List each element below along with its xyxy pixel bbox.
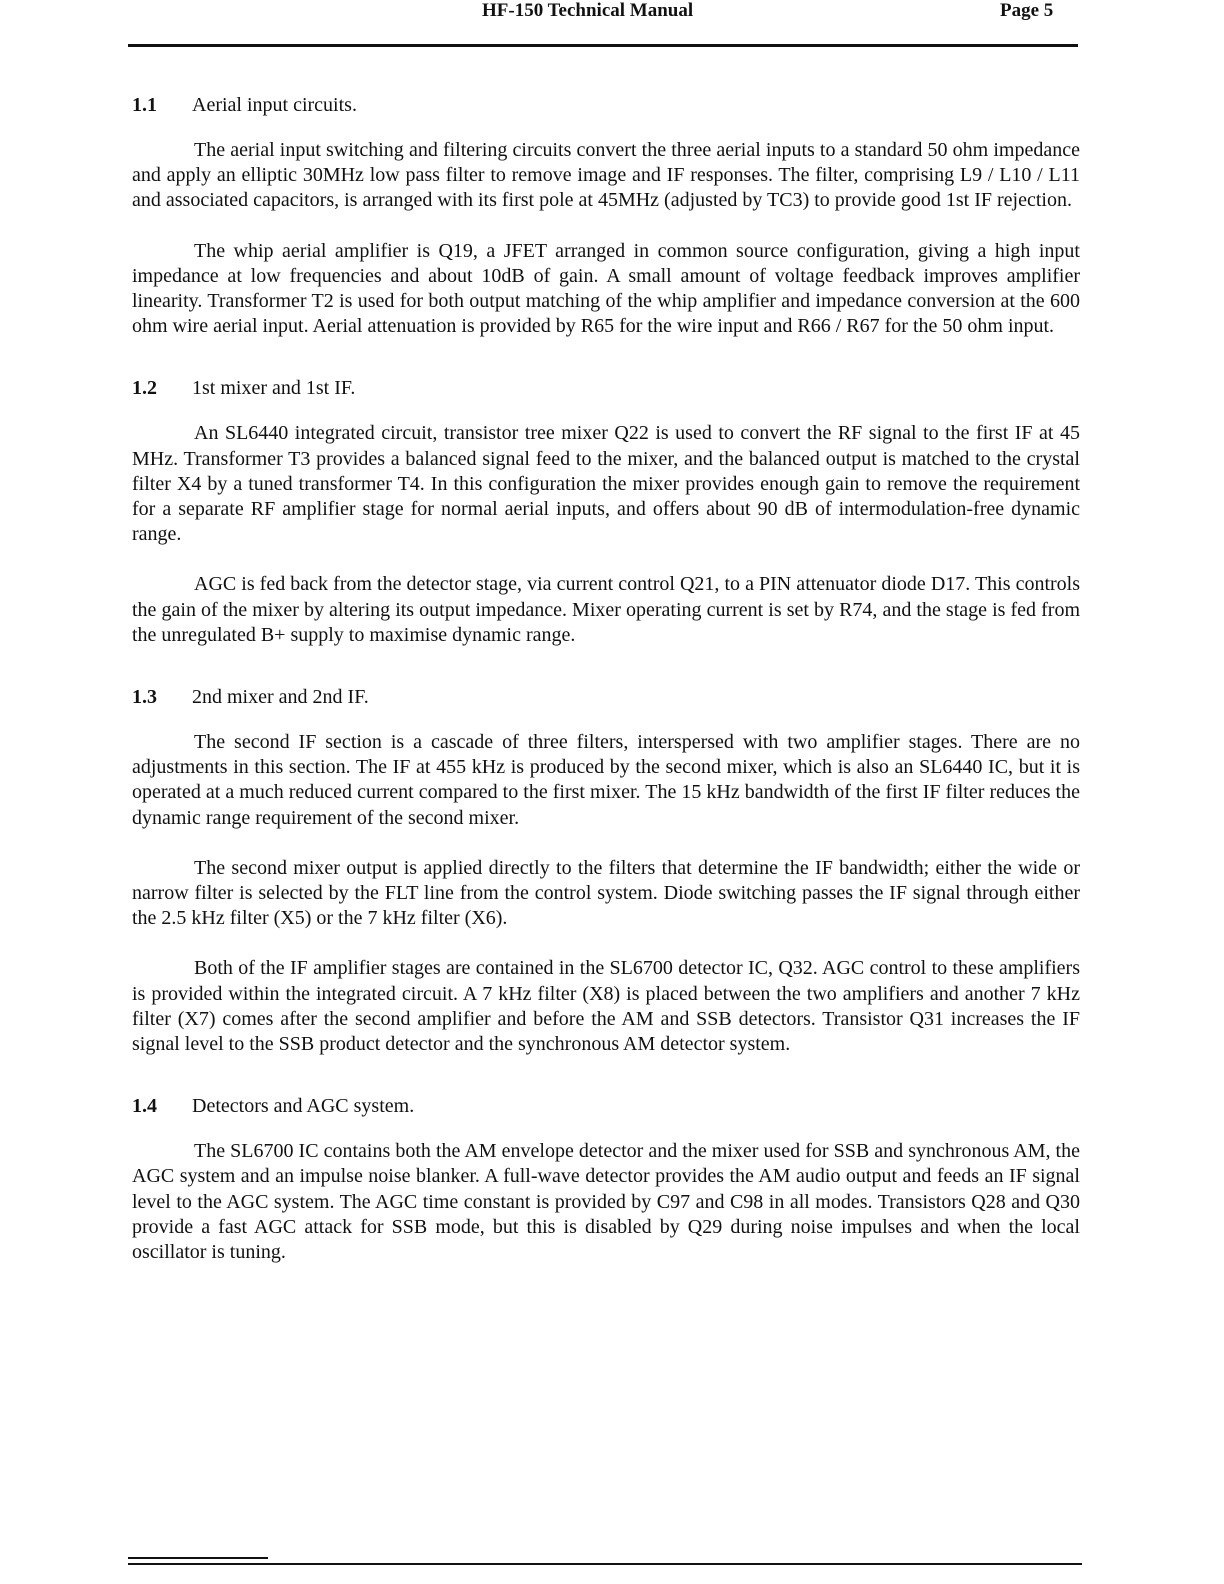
- paragraph: The SL6700 IC contains both the AM envelope detector and the mixer used for SSB and synchronous AM, the AGC system and an impulse noise blanker. A full-wave detector provides the AM audio output and feeds an IF signal level to the AGC system. The AGC time constant is provided by C97 and C98 in all modes. Transistors Q28 and Q30 provide a fast AGC attack for SSB mode, but this is disabled by Q29 during noise impulses and when the local oscillator is tuning.: [132, 1140, 1080, 1264]
- footer-divider: [128, 1563, 1082, 1565]
- section-heading: [132, 1091, 1080, 1121]
- section-title: 1st mixer and 1st IF.: [192, 377, 356, 400]
- document-title: HF-150 Technical Manual: [482, 0, 694, 21]
- section-number: 1.2: [132, 377, 157, 400]
- section-first-mixer: [132, 373, 1080, 648]
- section-aerial-input: [132, 90, 1080, 339]
- paragraph: The aerial input switching and filtering circuits convert the three aerial inputs to a standard 50 ohm impedance and apply an elliptic 30MHz low pass filter to remove image and IF responses. The filter, comprising L9 / L10 / L11 and associated capacitors, is arranged with its first pole at 45MHz (adjusted by TC3) to provide good 1st IF rejection.: [132, 139, 1080, 212]
- paragraph: Both of the IF amplifier stages are contained in the SL6700 detector IC, Q32. AGC control to these amplifiers is provided within the integrated circuit. A 7 kHz filter (X8) is placed between the two amplifiers and another 7 kHz filter (X7) comes after the second amplifier and before the AM and SSB detectors. Transistor Q31 increases the IF signal level to the SSB product detector and the synchronous AM detector system.: [132, 957, 1080, 1056]
- page-body: [132, 90, 1080, 1290]
- section-heading: [132, 373, 1080, 403]
- section-number: 1.3: [132, 686, 157, 709]
- section-title: 2nd mixer and 2nd IF.: [192, 686, 369, 709]
- paragraph: AGC is fed back from the detector stage, via current control Q21, to a PIN attenuator diode D17. This controls the gain of the mixer by altering its output impedance. Mixer operating current is set by R74, and the stage is fed from the unregulated B+ supply to maximise dynamic range.: [132, 573, 1080, 646]
- section-number: 1.4: [132, 1095, 157, 1118]
- section-detectors-agc: [132, 1091, 1080, 1265]
- header-divider: [128, 44, 1078, 47]
- footnote-divider: [128, 1557, 268, 1559]
- paragraph: The whip aerial amplifier is Q19, a JFET arranged in common source configuration, giving a high input impedance at low frequencies and about 10dB of gain. A small amount of voltage feedback improves amplifier linearity. Transformer T2 is used for both output matching of the whip amplifier and impedance conversion at the 600 ohm wire aerial input. Aerial attenuation is provided by R65 for the wire input and R66 / R67 for the 50 ohm input.: [132, 239, 1080, 338]
- paragraph: The second mixer output is applied directly to the filters that determine the IF bandwidth; either the wide or narrow filter is selected by the FLT line from the control system. Diode switching passes the IF signal through either the 2.5 kHz filter (X5) or the 7 kHz filter (X6).: [132, 856, 1080, 930]
- page-header: [0, 0, 1224, 30]
- section-title: Aerial input circuits.: [192, 94, 357, 116]
- section-heading: [132, 682, 1080, 712]
- paragraph: The second IF section is a cascade of three filters, interspersed with two amplifier stages. There are no adjustments in this section. The IF at 455 kHz is produced by the second mixer, which is also an SL6440 IC, but it is operated at a much reduced current compared to the first mixer. The 15 kHz bandwidth of the first IF filter reduces the dynamic range requirement of the second mixer.: [132, 731, 1080, 829]
- paragraph: An SL6440 integrated circuit, transistor tree mixer Q22 is used to convert the RF signal to the first IF at 45 MHz. Transformer T3 provides a balanced signal feed to the mixer, and the balanced output is matched to the crystal filter X4 by a tuned transformer T4. In this configuration the mixer provides enough gain to remove the requirement for a separate RF amplifier stage for normal aerial inputs, and offers about 90 dB of intermodulation-free dynamic range.: [132, 422, 1080, 546]
- section-number: 1.1: [132, 94, 157, 116]
- page-number: Page 5: [1000, 0, 1054, 21]
- section-second-mixer: [132, 682, 1080, 1057]
- section-title: Detectors and AGC system.: [192, 1095, 415, 1118]
- section-heading: [132, 90, 1080, 120]
